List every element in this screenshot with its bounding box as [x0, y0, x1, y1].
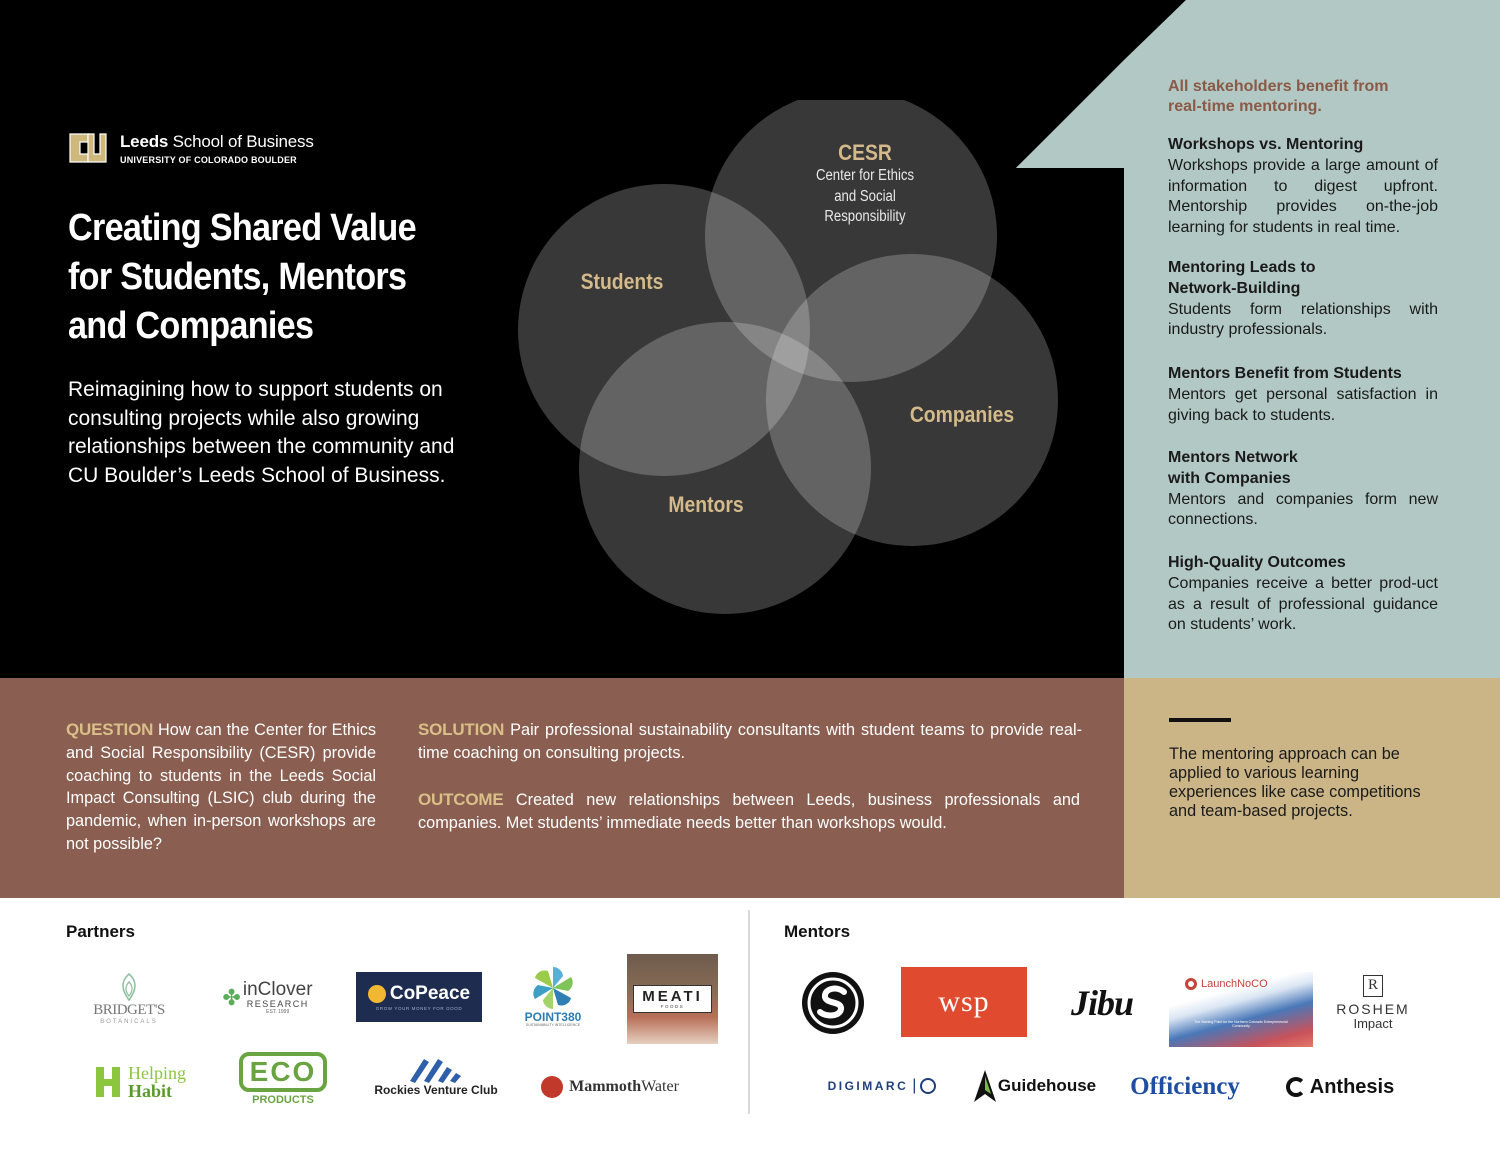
sidebar-item-body: Mentors and companies form new connections. — [1168, 490, 1438, 529]
sidebar-item-heading: Workshops vs. Mentoring — [1168, 136, 1364, 153]
venn-circles — [500, 100, 1080, 640]
sidebar-item-heading: High-Quality Outcomes — [1168, 554, 1346, 571]
note-divider — [1169, 718, 1231, 722]
anthesis-logo: Anthesis — [1280, 1070, 1400, 1104]
pinwheel-icon — [530, 965, 576, 1011]
copeace-logo: CoPeace GROW YOUR MONEY FOR GOOD — [356, 972, 482, 1022]
inclover-research-logo: ✤ inClover RESEARCH EST. 1999 — [222, 979, 313, 1015]
copeace-icon — [368, 985, 386, 1003]
question-block — [66, 719, 376, 856]
sidebar-item-body: Workshops provide a large amount of information to digest upfront. Mentorship provides on-the-job learning for students in real time. — [1168, 156, 1438, 237]
partners-heading: Partners — [66, 922, 135, 941]
sidebar-item-heading: Mentors Benefit from Students — [1168, 365, 1402, 382]
cu-logo-icon — [66, 126, 110, 170]
sidebar-item-body: Mentors get personal satisfaction in giving back to students. — [1168, 385, 1438, 424]
mentors-heading: Mentors — [784, 922, 851, 941]
sidebar-item-body: Companies receive a better prod-uct as a result of professional guidance on students’ work. — [1168, 574, 1438, 634]
venn-label-companies: Companies — [909, 402, 1015, 427]
roshem-impact-logo: R ROSHEM Impact — [1330, 970, 1416, 1034]
outcome-keyword: OUTCOME — [418, 790, 504, 809]
sidebar-item — [1168, 553, 1438, 636]
sidebar-item-heading: Mentors Network with Companies — [1168, 449, 1298, 487]
sidebar-item — [1168, 135, 1438, 239]
outcome-block — [418, 789, 1080, 835]
page-subtitle: Reimagining how to support students on consulting projects while also growing relationships between the community and CU Boulder’s Leeds School of Business. — [68, 378, 455, 487]
helping-habit-logo: Helping Habit — [84, 1062, 196, 1102]
venn-label-students: Students — [580, 269, 664, 294]
sidebar-item — [1168, 258, 1438, 341]
solution-keyword: SOLUTION — [418, 720, 505, 739]
question-text: How can the Center for Ethics and Social Responsibility (CESR) provide coaching to students in the Leeds Social Impact Consulting (LSIC) club during the pandemic, when in-person workshops are not possible? — [66, 721, 376, 853]
venn-circle-mentors — [579, 322, 871, 614]
launchnoco-icon — [1185, 978, 1197, 990]
sidebar-item-heading: Mentoring Leads to Network-Building — [1168, 259, 1316, 297]
solution-block — [418, 719, 1082, 765]
mammoth-icon — [541, 1076, 563, 1098]
meati-foods-logo: MEATI FOODS — [627, 954, 718, 1044]
roshem-r-icon: R — [1363, 975, 1383, 997]
rvc-stripes-icon — [404, 1057, 468, 1083]
launchnoco-logo: LaunchNoCO The Starting Point for the Northern Colorado Entrepreneurial Community — [1169, 972, 1313, 1047]
university-name: UNIVERSITY OF COLORADO BOULDER — [120, 154, 297, 165]
outcome-text: Created new relationships between Leeds, business professionals and companies. Met students’ immediate needs better than workshops would. — [418, 791, 1080, 832]
s-circle-icon — [800, 970, 866, 1036]
page-title: Creating Shared Value for Students, Mentors and Companies — [68, 207, 416, 347]
bridgets-leaf-icon — [114, 972, 144, 1002]
venn-sub-cesr: Center for Ethics and Social Responsibility — [815, 167, 915, 225]
clover-icon: ✤ — [222, 985, 241, 1010]
note-text: The mentoring approach can be applied to various learning experiences like case competitions and team-based projects. — [1169, 745, 1421, 820]
leeds-logo — [66, 126, 314, 170]
jibu-logo: Jibu — [1070, 983, 1134, 1023]
wsp-logo: wsp — [901, 967, 1027, 1037]
digimarc-icon — [920, 1078, 936, 1094]
sidebar-item-body: Students form relationships with industry professionals. — [1168, 300, 1438, 339]
s-circle-logo — [800, 970, 866, 1036]
officiency-logo: Officiency — [1130, 1073, 1240, 1100]
sidebar-intro: All stakeholders benefit from real-time mentoring. — [1168, 78, 1389, 115]
school-name: Leeds School of Business — [120, 131, 314, 151]
venn-diagram — [500, 100, 1080, 640]
guidehouse-icon — [974, 1070, 996, 1102]
point380-logo: POINT380 SUSTAINABILITY INTELLIGENCE — [518, 962, 588, 1030]
mammoth-water-logo: Mammoth Water — [530, 1072, 690, 1102]
eco-products-logo: ECO PRODUCTS — [236, 1050, 330, 1108]
rockies-venture-club-logo: Rockies Venture Club — [368, 1054, 504, 1100]
anthesis-icon — [1286, 1077, 1306, 1097]
guidehouse-logo: Guidehouse — [972, 1068, 1098, 1104]
question-keyword: QUESTION — [66, 720, 154, 739]
sidebar-item — [1168, 448, 1438, 531]
venn-label-mentors: Mentors — [668, 492, 744, 517]
digimarc-logo: DIGIMARC | — [812, 1072, 952, 1100]
venn-label-cesr: CESR — [838, 140, 892, 165]
solution-text: Pair professional sustainability consultants with student teams to provide real-time coaching on consulting projects. — [418, 721, 1082, 762]
sidebar-item — [1168, 364, 1438, 426]
section-divider — [748, 910, 750, 1114]
bridgets-botanicals-logo: BRIDGET'S BOTANICALS — [84, 964, 174, 1032]
helping-habit-h-icon — [94, 1065, 122, 1099]
